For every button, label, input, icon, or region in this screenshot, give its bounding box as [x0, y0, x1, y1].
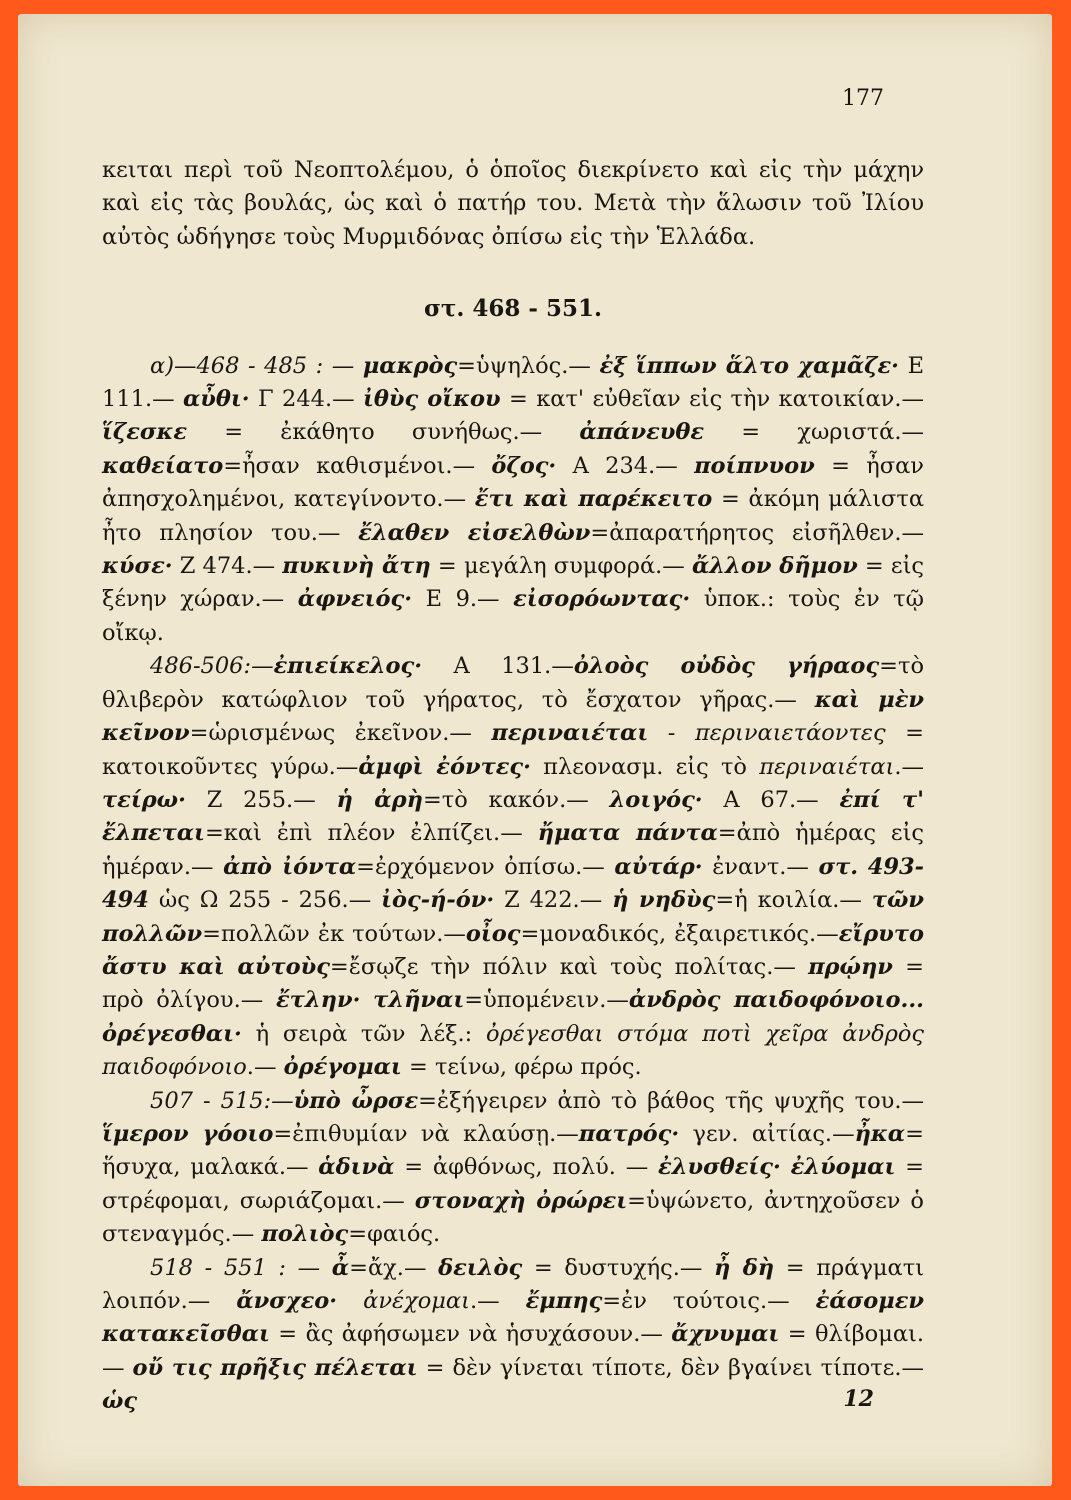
gloss-text: = δὲν γίνεται τίποτε, δὲν βγαίνει τίποτε.—: [417, 1354, 924, 1381]
intro-paragraph: κειται περὶ τοῦ Νεοπτολέμου, ὁ ὁποῖος διεκρίνετο καὶ εἰς τὴν μάχην καὶ εἰς τὰς βουλάς, ὡς καὶ ὁ πατήρ του. Μετὰ τὴν ἅλωσιν τοῦ Ἰλίου αὐτὸς ὡδήγησε τοὺς Μυρμιδόνας ὀπίσω εἰς τὴν Ἑλλάδα.: [102, 157, 924, 250]
italic-text: ὀρέγεσθαι στόμα ποτὶ χεῖρα ἀνδρὸς παιδοφόνοιο: [102, 1020, 925, 1081]
gloss-text: =φαιός.: [348, 1221, 441, 1248]
italic-text: 507 - 515:—: [150, 1087, 294, 1114]
lemma-term: κύσε·: [102, 553, 173, 580]
commentary-paragraph-2: [102, 650, 924, 1084]
gloss-text: Ε 111.—: [102, 352, 924, 413]
gloss-text: ὑποκ.: τοὺς ἐν τῷ οἴκῳ.: [102, 586, 924, 646]
book-page: [18, 14, 1052, 1486]
lemma-term: πυκινὴ ἄτη: [282, 553, 431, 580]
gloss-text: = ἀφθόνως, πολύ. —: [394, 1154, 659, 1181]
gloss-text: =ἄχ.—: [349, 1254, 439, 1281]
gloss-text: [337, 1288, 363, 1314]
gloss-text: = ἀκόμη μάλιστα ἦτο πλησίον του.—: [102, 486, 925, 546]
lemma-term: ἔτι καὶ παρέκειτο: [474, 486, 713, 513]
lemma-term: ἀπὸ ἰόντα: [223, 853, 357, 880]
italic-text: περιναιέται: [759, 753, 895, 780]
gloss-text: =ἐπιθυμίαν νὰ κλαύσῃ.—: [273, 1120, 579, 1147]
lemma-term: δειλὸς: [438, 1254, 523, 1281]
gloss-text: =μοναδικός, ἐξαιρετικός.—: [520, 920, 839, 947]
lemma-term: ἐάσομεν κατακεῖσθαι: [102, 1288, 925, 1348]
gloss-text: Α 131.—: [422, 653, 574, 680]
lemma-term: ἡ ἀρὴ: [336, 786, 423, 813]
lemma-term: ἰὸς-ή-όν·: [381, 887, 495, 914]
commentary-paragraph-1: [102, 350, 924, 651]
gloss-text: = δυστυχής.—: [522, 1254, 715, 1281]
gloss-text: ἡ σειρὰ τῶν λέξ.:: [241, 1020, 487, 1047]
italic-text: περιναιετάοντες: [694, 720, 886, 747]
lemma-term: ἀφνειός·: [297, 586, 413, 613]
gloss-text: Ζ 474.—: [172, 553, 283, 580]
lemma-term: ἤματα πάντα: [537, 820, 718, 847]
gloss-text: =ὑψώνετο, ἀντηχοῦσεν ὁ στεναγμός.—: [102, 1187, 924, 1248]
lemma-term: καὶ μὲν κεῖνον: [102, 686, 924, 747]
gloss-text: [781, 1154, 791, 1180]
gloss-text: =ἐν τούτοις.—: [602, 1288, 816, 1314]
lemma-term: ἐπί τ' ἔλπεται: [102, 786, 924, 847]
gloss-text: =ἡ κοιλία.—: [715, 887, 872, 914]
lemma-term: ἀνδρὸς παιδοφόνοιο... ὀρέγεσθαι·: [102, 987, 924, 1047]
lemma-term: στοναχὴ ὀρώρει: [414, 1187, 628, 1214]
gloss-text: =ὑψηλός.—: [457, 352, 600, 379]
lemma-term: ἵμερον γόοιο: [102, 1120, 274, 1147]
signature-mark: 12: [843, 1386, 874, 1412]
lemma-term: ἀμφὶ ἐόντες·: [358, 753, 531, 780]
gloss-text: =ἦσαν καθισμένοι.—: [223, 452, 492, 479]
lemma-term: οὔ τις πρῆξις πέλεται: [132, 1354, 418, 1381]
gloss-text: = στρέφομαι, σωριάζομαι.—: [102, 1154, 925, 1214]
page-number: 177: [842, 86, 884, 111]
lemma-term: πρῴην: [808, 953, 893, 980]
lemma-term: ἆ: [331, 1254, 350, 1281]
lemma-term: τλῆναι: [373, 987, 465, 1014]
lemma-term: καθείατο: [102, 452, 224, 479]
gloss-text: = ἥσυχα, μαλακά.—: [102, 1120, 924, 1181]
lemma-term: 493-494: [102, 853, 925, 914]
lemma-term: ὀρέγομαι: [283, 1054, 402, 1081]
lemma-term: ἄνσχεο·: [236, 1288, 338, 1314]
lemma-term: αὐτάρ·: [614, 853, 703, 880]
gloss-text: = ἂς ἀφήσωμεν νὰ ἡσυχάσουν.—: [269, 1321, 672, 1348]
gloss-text: = ἐκάθητο συνήθως.—: [187, 419, 580, 446]
lemma-term: ἐλυσθείς·: [658, 1154, 781, 1181]
lemma-term: ἐλύομαι: [790, 1154, 896, 1181]
gloss-text: = χωριστά.—: [704, 419, 924, 446]
gloss-text: γεν. αἰτίας.—: [679, 1120, 855, 1147]
gloss-text: ὡς Ω 255 - 256.—: [148, 887, 382, 914]
lemma-term: τείρω·: [102, 786, 186, 813]
gloss-text: =τὸ κακόν.—: [422, 786, 610, 813]
gloss-text: Γ 244.—: [249, 386, 363, 413]
gloss-text: =ἀπὸ ἡμέρας εἰς ἡμέραν.—: [102, 820, 924, 880]
gloss-text: ἐναντ.—: [702, 853, 819, 880]
gloss-text: =ἔσῳζε τὴν πόλιν καὶ τοὺς πολίτας.—: [329, 953, 809, 980]
lemma-term: εἰσορόωντας·: [513, 586, 691, 613]
lemma-term: ἔμπης: [525, 1288, 603, 1314]
lemma-term: αὖθι·: [182, 386, 250, 413]
lemma-term: ποίπνυον: [694, 452, 815, 479]
gloss-text: -: [648, 720, 695, 747]
italic-text: 486-506:—: [150, 653, 274, 680]
gloss-text: = πράγματι λοιπόν.—: [102, 1254, 924, 1314]
lemma-term: ἵζεσκε: [102, 419, 188, 446]
lemma-term: τῶν πολλῶν: [102, 887, 925, 947]
lemma-term: ἐπιείκελος·: [273, 653, 423, 680]
lemma-term: ἀπάνευθε: [579, 419, 705, 446]
gloss-text: Ε 9.—: [412, 586, 514, 613]
gloss-text: [858, 854, 868, 880]
lemma-term: ὄζος·: [491, 452, 557, 479]
gloss-text: =ἐξήγειρεν ἀπὸ τὸ βάθος τῆς ψυχῆς του.—: [418, 1087, 924, 1114]
gloss-text: Α 67.—: [702, 786, 840, 813]
gloss-text: = πρὸ ὀλίγου.—: [102, 953, 924, 1014]
italic-text: α)—468 - 485 : —: [150, 352, 363, 379]
gloss-text: = θλίβομαι.—: [102, 1321, 924, 1381]
gloss-text: = κατ' εὐθεῖαν εἰς τὴν κατοικίαν.—: [500, 386, 925, 413]
lemma-term: ἦκα: [854, 1120, 906, 1147]
gloss-text: = εἰς ξένην χώραν.—: [102, 553, 925, 613]
gloss-text: = ἦσαν ἀπησχολημένοι, κατεγίνοντο.—: [102, 452, 924, 513]
gloss-text: = μεγάλη συμφορά.—: [430, 553, 692, 580]
gloss-text: =ἀπαρατήρητος εἰσῆλθεν.—: [590, 519, 924, 546]
commentary-paragraph-4: [102, 1252, 924, 1419]
gloss-text: Α 234.—: [556, 452, 695, 479]
gloss-text: .—: [246, 1054, 284, 1081]
lemma-term: ἄλλον δῆμον: [691, 553, 858, 580]
lemma-term: πολιὸς: [261, 1221, 349, 1248]
gloss-text: =ὑπομένειν.—: [464, 987, 629, 1014]
lemma-term: ἄχνυμαι: [671, 1321, 780, 1348]
lemma-term: πατρός·: [578, 1120, 680, 1147]
lemma-term: ὡς: [102, 1388, 138, 1415]
lemma-term: στ.: [818, 853, 859, 880]
lemma-term: ἦ δὴ: [714, 1254, 775, 1281]
gloss-text: = κατοικοῦντες γύρω.—: [102, 720, 924, 780]
lemma-term: ὑπὸ ὦρσε: [293, 1087, 419, 1114]
lemma-term: περιναιέται: [491, 720, 649, 747]
lemma-term: μακρὸς: [362, 352, 458, 379]
gloss-text: [360, 987, 373, 1013]
lemma-term: λοιγός·: [609, 786, 703, 813]
lemma-term: ἁδινὰ: [318, 1154, 395, 1181]
italic-text: ἀνέχομαι: [363, 1288, 470, 1314]
gloss-text: =πολλῶν ἐκ τούτων.—: [202, 920, 466, 947]
gloss-text: .—: [469, 1288, 526, 1314]
lemma-term: εἴρυτο ἄστυ καὶ αὐτοὺς: [102, 920, 924, 980]
commentary-paragraph-3: [102, 1085, 924, 1252]
lemma-term: ἡ νηδὺς: [612, 887, 716, 914]
lemma-term: ἰθὺς οἴκου: [362, 386, 501, 413]
gloss-text: =τὸ θλιβερὸν κατώφλιον τοῦ γήρατος, τὸ ἔσχατον γῆρας.—: [102, 653, 925, 713]
gloss-text: =ὡρισμένως ἐκεῖνον.—: [189, 720, 492, 747]
gloss-text: Ζ 422.—: [494, 887, 613, 914]
page-body: [102, 154, 924, 1419]
italic-text: 518 - 551 : —: [150, 1254, 332, 1281]
lemma-term: ἐξ ἵππων ἅλτο χαμᾶζε·: [599, 352, 900, 379]
lemma-term: ἔλαθεν εἰσελθὼν: [358, 519, 591, 546]
gloss-text: =καὶ ἐπὶ πλέον ἐλπίζει.—: [204, 820, 538, 847]
gloss-text: = τείνω, φέρω πρός.: [401, 1054, 642, 1081]
gloss-text: πλεονασμ. εἰς τὸ: [530, 753, 760, 780]
gloss-text: =ἐρχόμενον ὀπίσω.—: [356, 853, 615, 880]
lemma-term: ἔτλην·: [276, 987, 361, 1014]
gloss-text: Ζ 255.—: [185, 786, 337, 813]
section-heading: στ. 468 - 551.: [423, 295, 603, 323]
gloss-text: .—: [894, 753, 924, 780]
lemma-term: οἶος: [465, 920, 521, 947]
lemma-term: ὀλοὸς οὐδὸς γήραος: [573, 653, 880, 680]
